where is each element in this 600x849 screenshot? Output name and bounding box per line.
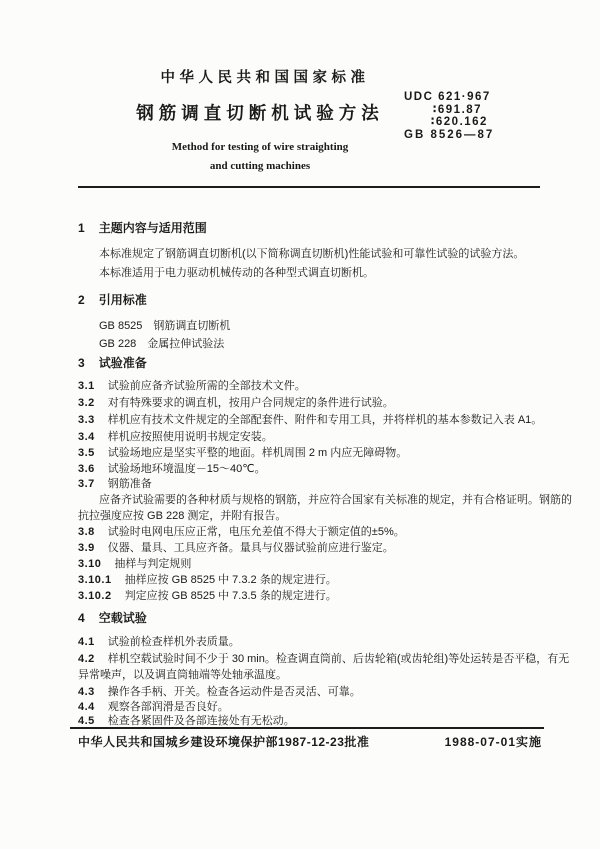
- clause-number: 3.5: [78, 447, 95, 459]
- page-title: 钢筋调直切断机试验方法: [136, 103, 384, 123]
- udc-line-3: ∶620.162: [431, 116, 488, 128]
- clause-3-10-2: [78, 589, 337, 603]
- clause-text: 试验前检查样机外表质量。: [107, 636, 240, 648]
- clause-3-10-1: [78, 573, 337, 587]
- udc-line-1: UDC 621·967: [404, 91, 491, 103]
- clause-number: 3.4: [78, 431, 95, 443]
- approval-statement: 中华人民共和国城乡建设环境保护部1987-12-23批准: [78, 735, 370, 749]
- clause-4-4: [78, 700, 229, 714]
- clause-text: 样机空载试验时间不少于 30 min。检查调直筒前、后齿轮箱(或齿轮组)等处运转是否平稳，有无: [107, 653, 570, 665]
- clause-3-1: [78, 379, 306, 393]
- clause-number: 4.5: [78, 715, 95, 727]
- clause-text: 试验场地应是坚实平整的地面。样机周围 2 m 内应无障碍物。: [107, 447, 408, 459]
- section-4-heading: [78, 611, 147, 625]
- clause-3-7: [78, 477, 152, 491]
- reference-standard-1: GB 8525 钢筋调直切断机: [99, 320, 231, 332]
- clause-text: 抽样与判定规则: [114, 558, 192, 570]
- english-subtitle-line-1: Method for testing of wire straighting: [171, 141, 349, 153]
- clause-3-3: [78, 413, 542, 427]
- clause-number: 4.1: [78, 636, 95, 648]
- clause-3-8: [78, 525, 405, 539]
- clause-4-3: [78, 685, 361, 699]
- clause-text: 抽样应按 GB 8525 中 7.3.2 条的规定进行。: [124, 574, 337, 586]
- section-2-heading: [78, 293, 147, 307]
- section-number: 3: [78, 356, 85, 370]
- clause-3-6: [78, 462, 266, 476]
- section-title: 主题内容与适用范围: [98, 221, 207, 235]
- clause-number: 3.1: [78, 380, 95, 392]
- clause-number: 3.10.2: [78, 590, 112, 602]
- section-number: 4: [78, 611, 85, 625]
- section-number: 2: [78, 293, 85, 307]
- section-3-heading: [78, 356, 147, 370]
- footer-divider: [70, 727, 544, 729]
- clause-text: 对有特殊要求的调直机，按用户合同规定的条件进行试验。: [107, 397, 394, 409]
- section-number: 1: [78, 221, 85, 235]
- clause-number: 3.7: [78, 478, 95, 490]
- section-1-paragraph-1: 本标准规定了钢筋调直切断机(以下简称调直切断机)性能试验和可靠性试验的试验方法。: [99, 248, 525, 260]
- clause-text: 样机应有技术文件规定的全部配套件、附件和专用工具，并将样机的基本参数记入表 A1。: [107, 414, 543, 426]
- section-1-heading: [78, 221, 207, 235]
- clause-number: 3.3: [78, 414, 95, 426]
- clause-text: 操作各手柄、开关。检查各运动件是否灵活、可靠。: [107, 686, 361, 698]
- reference-standard-2: GB 228 金属拉伸试验法: [99, 338, 225, 350]
- section-title: 空载试验: [98, 611, 147, 625]
- clause-4-2-line-2: 异常噪声，以及调直筒轴端等处轴承温度。: [78, 669, 287, 681]
- clause-text: 判定应按 GB 8525 中 7.3.5 条的规定进行。: [124, 590, 337, 602]
- implementation-date: 1988-07-01实施: [444, 735, 542, 749]
- clause-number: 4.2: [78, 653, 95, 665]
- clause-4-5: [78, 714, 295, 728]
- clause-number: 3.10: [78, 558, 102, 570]
- udc-line-2: ∶691.87: [433, 103, 483, 116]
- clause-number: 3.10.1: [78, 574, 112, 586]
- clause-number: 3.9: [78, 542, 95, 554]
- national-standard-label: 中华人民共和国国家标准: [160, 70, 370, 86]
- clause-number: 4.4: [78, 701, 95, 713]
- clause-text: 检查各紧固件及各部连接处有无松动。: [107, 715, 295, 727]
- clause-number: 3.8: [78, 526, 95, 538]
- clause-number: 4.3: [78, 686, 95, 698]
- clause-3-7-paragraph-line-1: 应备齐试验需要的各种材质与规格的钢筋，并应符合国家有关标准的规定，并有合格证明。钢筋的: [99, 494, 572, 506]
- header-divider: [78, 186, 540, 188]
- clause-number: 3.6: [78, 463, 95, 475]
- section-1-paragraph-2: 本标准适用于电力驱动机械传动的各种型式调直切断机。: [99, 267, 374, 279]
- clause-4-2: [78, 652, 569, 666]
- udc-classification-block: [404, 91, 494, 141]
- clause-3-2: [78, 396, 394, 410]
- clause-text: 试验场地环境温度－15～40℃。: [107, 463, 266, 475]
- standard-code: GB 8526—87: [404, 128, 495, 141]
- clause-text: 试验前应备齐试验所需的全部技术文件。: [107, 380, 306, 392]
- section-title: 引用标准: [98, 293, 147, 307]
- clause-3-9: [78, 541, 394, 555]
- clause-3-7-paragraph-line-2: 抗拉强度应按 GB 228 测定，并附有报告。: [78, 510, 287, 522]
- clause-4-1: [78, 635, 240, 649]
- clause-3-4: [78, 430, 273, 444]
- clause-3-5: [78, 446, 407, 460]
- english-subtitle-line-2: and cutting machines: [209, 160, 311, 172]
- clause-text: 样机应按照使用说明书规定安装。: [107, 431, 273, 443]
- clause-text: 仪器、量具、工具应齐备。量具与仪器试验前应进行鉴定。: [107, 542, 394, 554]
- clause-3-10: [78, 557, 191, 571]
- clause-text: 观察各部润滑是否良好。: [107, 701, 229, 713]
- english-subtitle: [110, 138, 410, 176]
- section-title: 试验准备: [98, 356, 147, 370]
- clause-text: 试验时电网电压应正常，电压允差值不得大于额定值的±5%。: [107, 526, 405, 538]
- clause-text: 钢筋准备: [107, 478, 152, 490]
- clause-number: 3.2: [78, 397, 95, 409]
